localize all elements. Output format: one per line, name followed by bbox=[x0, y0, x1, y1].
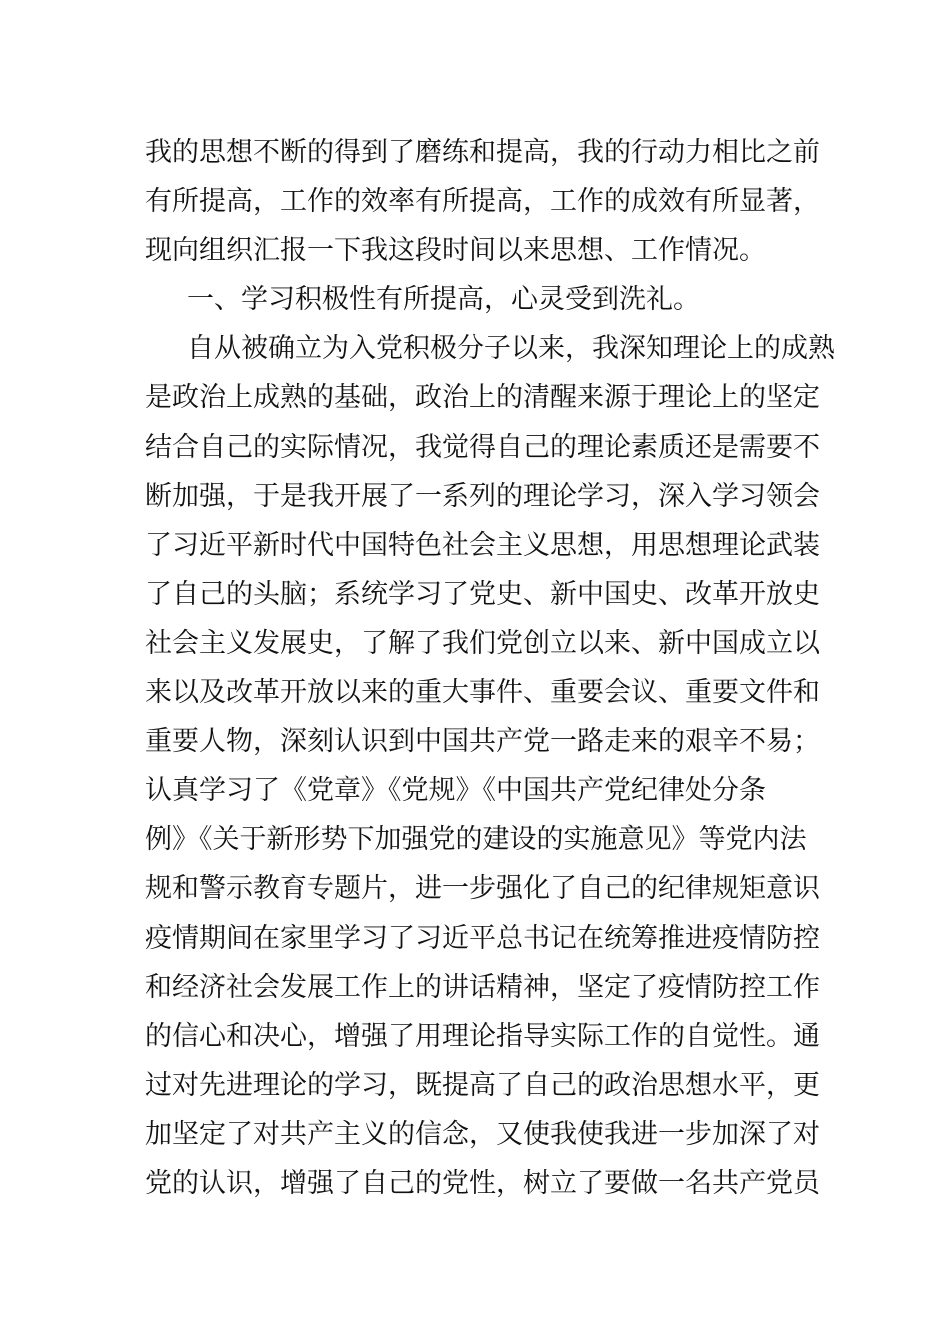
text-line: 规和警示教育专题片，进一步强化了自己的纪律规矩意识 bbox=[145, 873, 820, 905]
text-line: 了自己的头脑；系统学习了党史、新中国史、改革开放史 bbox=[145, 578, 820, 610]
text-line: 了习近平新时代中国特色社会主义思想，用思想理论武装 bbox=[145, 529, 820, 561]
text-line: 和经济社会发展工作上的讲话精神，坚定了疫情防控工作 bbox=[145, 971, 820, 1003]
text-line: 现向组织汇报一下我这段时间以来思想、工作情况。 bbox=[145, 235, 766, 267]
body-text bbox=[145, 128, 835, 1208]
text-line: 是政治上成熟的基础，政治上的清醒来源于理论上的坚定 bbox=[145, 382, 820, 414]
text-line: 重要人物，深刻认识到中国共产党一路走来的艰辛不易； bbox=[145, 726, 820, 758]
text-line: 例》《关于新形势下加强党的建设的实施意见》等党内法 bbox=[145, 824, 807, 856]
text-line: 我的思想不断的得到了磨练和提高，我的行动力相比之前 bbox=[145, 137, 820, 168]
text-line: 认真学习了《党章》《党规》《中国共产党纪律处分条 bbox=[145, 775, 766, 807]
text-line: 社会主义发展史，了解了我们党创立以来、新中国成立以 bbox=[145, 627, 820, 659]
section-heading: 一、学习积极性有所提高，心灵受到洗礼。 bbox=[187, 284, 700, 316]
text-line: 党的认识，增强了自己的党性，树立了要做一名共产党员 bbox=[145, 1167, 820, 1199]
text-line: 断加强，于是我开展了一系列的理论学习，深入学习领会 bbox=[145, 480, 820, 512]
text-line: 结合自己的实际情况，我觉得自己的理论素质还是需要不 bbox=[145, 431, 820, 463]
text-line: 有所提高，工作的效率有所提高，工作的成效有所显著， bbox=[145, 186, 820, 218]
text-line: 的信心和决心，增强了用理论指导实际工作的自觉性。通 bbox=[145, 1020, 820, 1052]
text-line: 加坚定了对共产主义的信念，又使我使我进一步加深了对 bbox=[145, 1118, 820, 1150]
text-line: 过对先进理论的学习，既提高了自己的政治思想水平，更 bbox=[145, 1069, 820, 1101]
text-line: 疫情期间在家里学习了习近平总书记在统筹推进疫情防控 bbox=[145, 922, 820, 954]
text-line: 自从被确立为入党积极分子以来，我深知理论上的成熟 bbox=[187, 333, 835, 365]
text-line: 来以及改革开放以来的重大事件、重要会议、重要文件和 bbox=[145, 677, 820, 709]
